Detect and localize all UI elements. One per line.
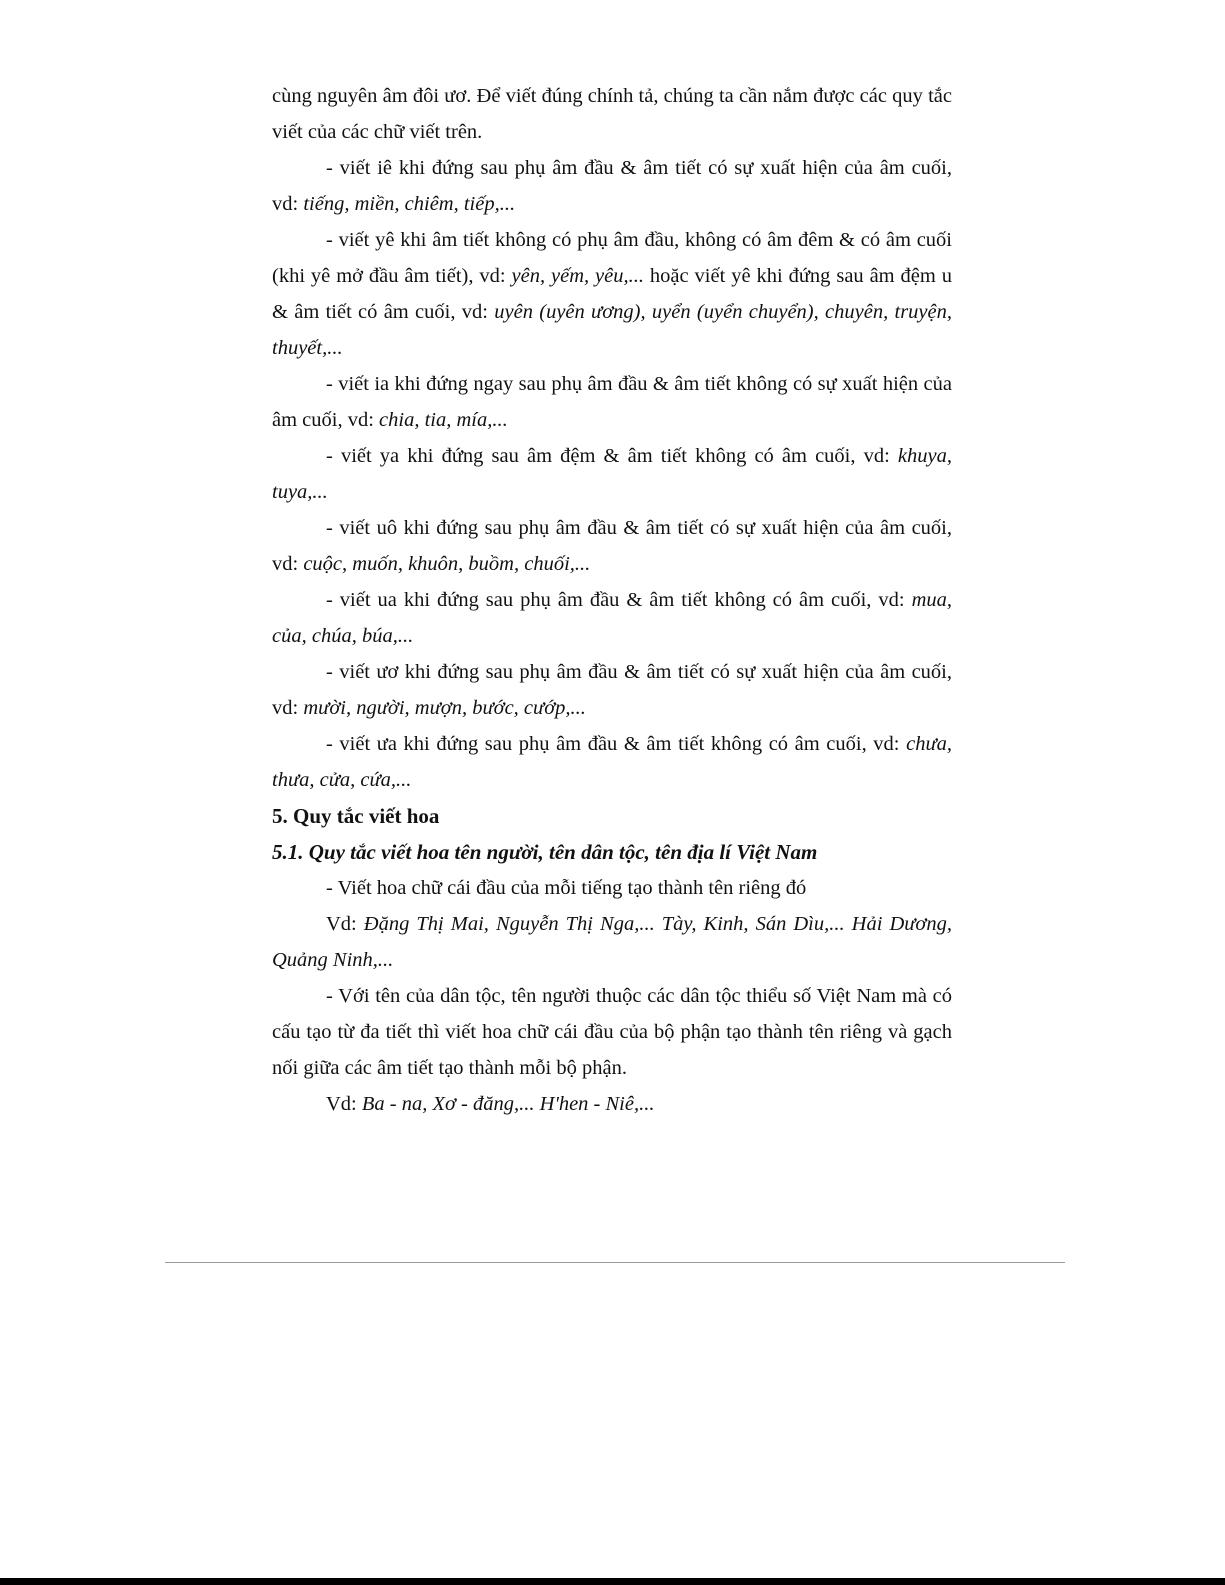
example-paragraph — [272, 1086, 952, 1122]
paragraph-text: cùng nguyên âm đôi ươ. Để viết đúng chính tả, chúng ta cần nắm được các quy tắc viết của các chữ viết trên. — [272, 85, 952, 143]
rule-text: - viết uô khi đứng sau phụ âm đầu & âm tiết có sự xuất hiện của âm cuối, vd: — [272, 517, 952, 575]
rule-text: - viết iê khi đứng sau phụ âm đầu & âm tiết có sự xuất hiện của âm cuối, vd: — [272, 157, 952, 215]
rule-ua-horn — [272, 726, 952, 798]
example-text: chưa, thưa, cửa, cứa,... — [272, 733, 952, 791]
example-label: Vd: — [326, 913, 364, 935]
rule-capitalize — [272, 870, 952, 906]
example-text: cuộc, muốn, khuôn, buồm, chuối,... — [303, 553, 591, 575]
example-text: uyên (uyên ương), uyển (uyển chuyển), chuyên, truyện, thuyết,... — [272, 301, 952, 359]
rule-text: - viết ưa khi đứng sau phụ âm đầu & âm tiết không có âm cuối, vd: — [326, 733, 907, 755]
rule-ya — [272, 438, 952, 510]
rule-ua — [272, 582, 952, 654]
rule-ye — [272, 222, 952, 366]
example-label: Vd: — [326, 1093, 362, 1115]
example-text: khuya, tuya,... — [272, 445, 952, 503]
rule-text: - viết yê khi âm tiết không có phụ âm đầu, không có âm đêm & có âm cuối (khi yê mở đầu âm tiết), vd: — [272, 229, 952, 287]
example-paragraph — [272, 906, 952, 978]
rule-uoo — [272, 654, 952, 726]
rule-uo — [272, 510, 952, 582]
section-heading: 5. Quy tắc viết hoa — [272, 804, 440, 828]
subsection-heading: 5.1. Quy tắc viết hoa tên người, tên dân tộc, tên địa lí Việt Nam — [272, 840, 818, 864]
rule-text: - viết ươ khi đứng sau phụ âm đầu & âm tiết có sự xuất hiện của âm cuối, vd: — [272, 661, 952, 719]
document-body — [272, 78, 952, 1122]
rule-text: - Viết hoa chữ cái đầu của mỗi tiếng tạo thành tên riêng đó — [326, 877, 807, 899]
bottom-edge-bar — [0, 1578, 1225, 1585]
rule-text: - viết ya khi đứng sau âm đệm & âm tiết không có âm cuối, vd: — [326, 445, 898, 467]
rule-ie — [272, 150, 952, 222]
example-text: Ba - na, Xơ - đăng,... H'hen - Niê,... — [361, 1093, 655, 1115]
rule-ia — [272, 366, 952, 438]
example-text: mười, người, mượn, bước, cướp,... — [303, 697, 586, 719]
example-text: yên, yếm, yêu,... — [511, 265, 645, 287]
example-text: chia, tia, mía,... — [379, 409, 508, 431]
rule-text: - viết ua khi đứng sau phụ âm đầu & âm tiết không có âm cuối, vd: — [326, 589, 912, 611]
example-text: mua, của, chúa, búa,... — [272, 589, 952, 647]
page-divider — [165, 1262, 1065, 1263]
rule-ethnic-names — [272, 978, 952, 1086]
example-text: Đặng Thị Mai, Nguyễn Thị Nga,... Tày, Kinh, Sán Dìu,... Hải Dương, Quảng Ninh,... — [272, 913, 952, 971]
rule-text: hoặc viết yê khi đứng sau âm đệm u & âm tiết có âm cuối, vd: — [272, 265, 952, 323]
rule-text: - Với tên của dân tộc, tên người thuộc các dân tộc thiểu số Việt Nam mà có cấu tạo từ đa tiết thì viết hoa chữ cái đầu của bộ phận tạo thành tên riêng và gạch nối giữa các âm tiết tạo thành mỗi bộ phận. — [272, 985, 952, 1079]
paragraph-intro — [272, 78, 952, 150]
rule-text: - viết ia khi đứng ngay sau phụ âm đầu & âm tiết không có sự xuất hiện của âm cuối, vd: — [272, 373, 952, 431]
example-text: tiếng, miền, chiêm, tiếp,... — [303, 193, 516, 215]
